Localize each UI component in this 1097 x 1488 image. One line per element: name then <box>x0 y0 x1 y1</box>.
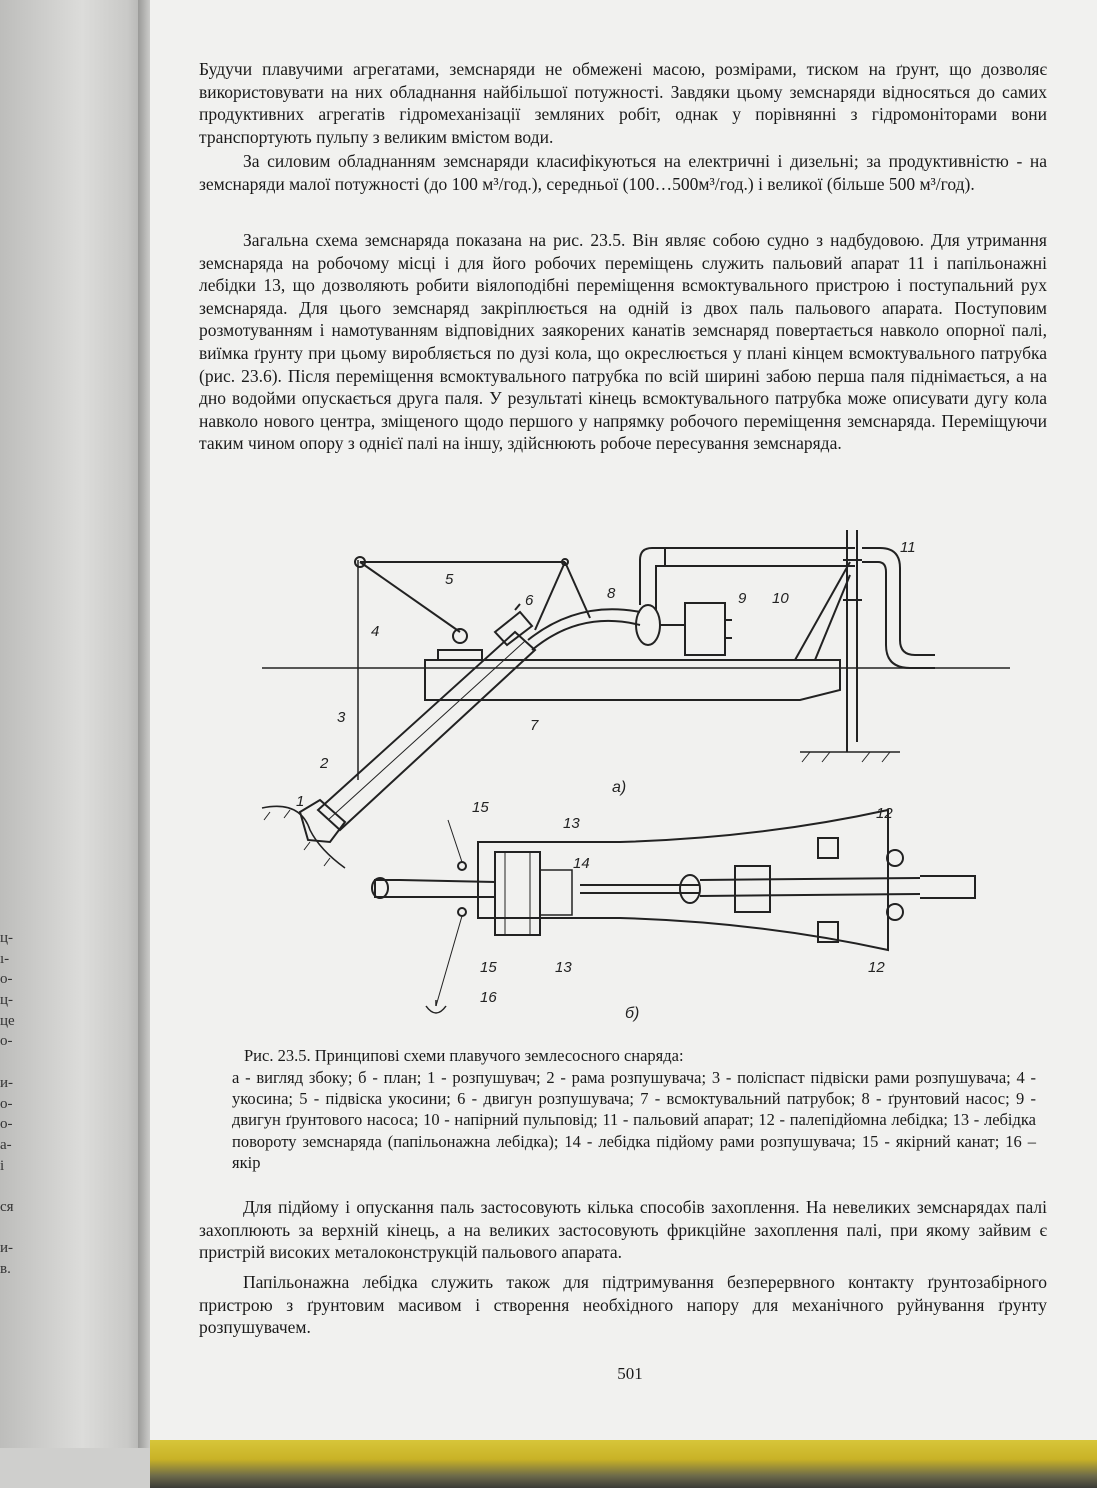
paragraph-winch: Папільонажна лебідка служить також для підтримування безперервного контакту ґрунтозабірного пристрою з ґрунтовим масивом і створення необхідного напору для механічного руйнування ґрунту розпушувачем. <box>199 1272 1047 1338</box>
facing-page-text-fragments <box>0 928 24 1280</box>
label-15-top: 15 <box>472 799 489 816</box>
margin-fragment <box>0 1052 24 1073</box>
label-12-top: 12 <box>876 805 893 822</box>
margin-fragment: о- <box>0 1033 13 1050</box>
margin-fragment: ı- <box>0 950 10 967</box>
label-9: 9 <box>738 590 747 607</box>
margin-fragment: о- <box>0 1095 13 1112</box>
paragraph-general-scheme: Загальна схема земснаряда показана на рис. 23.5. Він являє собою судно з надбудовою. Для утримання земснаряда на робочому місці і для його робочих переміщень служить пальовий апарат 11 і папільонажні лебідки 13, що дозволяють робити віялоподібні переміщення всмоктувального пристрою і поступальний рух земснаряда. Для цього земснаряд закріплюється на одній із двох паль пальового апарата. Поступовим розмотуванням і намотуванням відповідних заякорених канатів земснаряд повертається навколо опорної палі, виїмка ґрунту при цьому виробляється по дузі кола, що окреслюється у плані кінцем всмоктувального патрубка (рис. 23.6). Після переміщення всмоктувального патрубка по всій ширині забою перша паля піднімається, а на дно водойми опускається друга паля. У результаті кінець всмоктувального патрубка може описувати дугу кола навколо нового центра, зміщеного щодо першого у напрямку робочого переміщення земснаряда. Переміщуючи таким чином опору з однієї палі на іншу, здійснюють робоче пересування земснаряда. <box>199 230 1047 454</box>
label-3: 3 <box>337 709 346 726</box>
label-4: 4 <box>371 623 380 640</box>
side-view <box>262 530 1010 868</box>
dredger-diagram <box>230 520 1030 1030</box>
margin-fragment: і <box>0 1157 5 1174</box>
label-5: 5 <box>445 571 454 588</box>
margin-fragment: и- <box>0 1074 14 1091</box>
label-7: 7 <box>530 717 539 734</box>
label-6: 6 <box>525 592 534 609</box>
label-16: 16 <box>480 989 497 1006</box>
label-15-bottom: 15 <box>480 959 497 976</box>
label-13-bottom: 13 <box>555 959 572 976</box>
margin-fragment: а- <box>0 1136 12 1153</box>
label-8: 8 <box>607 585 616 602</box>
paragraph-pile-lifting: Для підйому і опускання паль застосовують кілька способів захоплення. На невеликих земснарядах палі захоплюють за верхній кінець, а на великих застосовують фрикційне захоплення палі, при якому зайвим є пристрій високих металоконструкцій пальового апарата. <box>199 1197 1047 1263</box>
label-10: 10 <box>772 590 789 607</box>
margin-fragment: и- <box>0 1240 14 1257</box>
page-number: 501 <box>617 1364 643 1383</box>
scan-bottom-left <box>0 1448 150 1488</box>
margin-fragment <box>0 1176 24 1197</box>
label-13-top: 13 <box>563 815 580 832</box>
plan-view <box>372 810 975 1013</box>
paragraph-classification: За силовим обладнанням земснаряди класифікуються на електричні і дизельні; за продуктивністю - на земснаряди малої потужності (до 100 м³/год.), середньої (100…500м³/год.) і великої (більше 500 м³/год). <box>199 151 1047 194</box>
margin-fragment: ц- <box>0 930 14 946</box>
margin-fragment: це <box>0 1012 15 1029</box>
paragraph-intro: Будучи плавучими агрегатами, земснаряди не обмежені масою, розмірами, тиском на ґрунт, що дозволяє використовувати на них обладнання найбільшої потужності. Завдяки цьому земснаряди відносяться до самих продуктивних агрегатів гідромеханізації земляних робіт, однак у порівнянні з гідромоніторами вони транспортують пульпу з великим вмістом води. <box>199 59 1047 147</box>
margin-fragment: о- <box>0 971 13 988</box>
label-14: 14 <box>573 855 590 872</box>
figure-caption-title: Рис. 23.5. Принципові схеми плавучого землесосного снаряда: <box>244 1046 684 1065</box>
figure-caption-body: а - вигляд збоку; б - план; 1 - розпушувач; 2 - рама розпушувача; 3 - поліспаст підвіски рами розпушувача; 4 - укосина; 5 - підвіска укосини; 6 - двигун розпушувача; 7 - всмоктувальний патрубок; 8 - ґрунтовий насос; 9 - двигун ґрунтового насоса; 10 - напірний пульповід; 11 - пальовий апарат; 12 - палепідйомна лебідка; 13 - лебідка повороту земснаряда (папільонажна лебідка); 14 - лебідка підйому рами розпушувача; 15 - якірний канат; 16 – якір <box>232 1068 1036 1172</box>
margin-fragment <box>0 1218 24 1239</box>
margin-fragment: о- <box>0 1116 13 1133</box>
label-11: 11 <box>900 539 916 556</box>
label-1: 1 <box>296 793 305 810</box>
view-b-label: б) <box>625 1005 640 1022</box>
view-a-label: а) <box>612 779 627 796</box>
label-12-bottom: 12 <box>868 959 885 976</box>
margin-fragment: в. <box>0 1261 11 1277</box>
margin-fragment: ся <box>0 1198 14 1215</box>
book-cover-edge <box>150 1440 1097 1488</box>
label-2: 2 <box>320 755 329 772</box>
margin-fragment: ц- <box>0 992 14 1009</box>
